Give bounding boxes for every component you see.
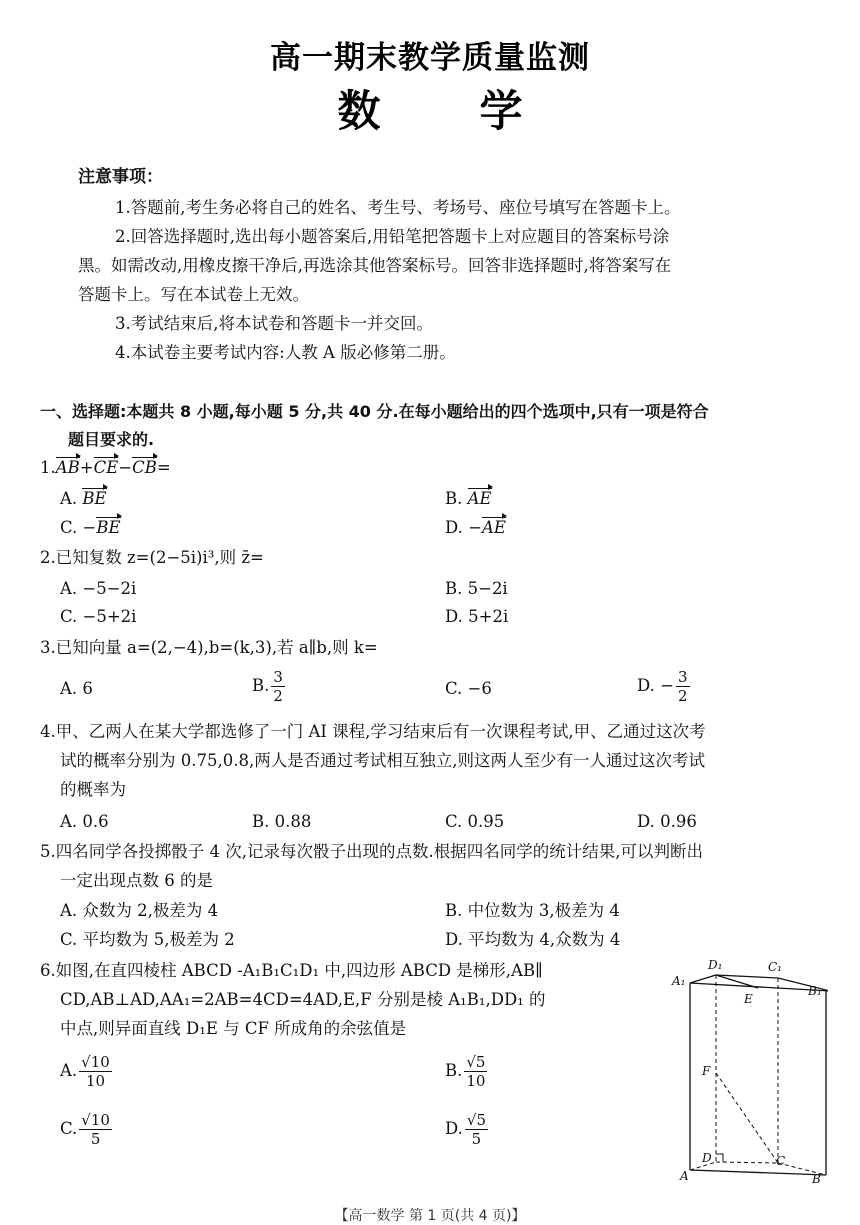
q5-option-d: D. 平均数为 4,众数为 4 — [445, 930, 621, 949]
subject-char-1: 数 — [337, 87, 381, 137]
q1-option-a: A. BE — [60, 487, 107, 511]
question-4-line-2: 试的概率分别为 0.75,0.8,两人是否通过考试相互独立,则这两人至少有一人通过这次考试 — [60, 751, 705, 770]
q3-option-b: B. $\frac{3}{2}$ — [252, 668, 283, 705]
q6-option-c: C. $\frac{√10}{5}$ — [60, 1111, 110, 1148]
exam-title: 高一期末教学质量监测 — [270, 40, 590, 76]
q4-option-a: A. 0.6 — [60, 812, 109, 831]
question-5-line-2: 一定出现点数 6 的是 — [60, 871, 213, 890]
label-d: D — [702, 1151, 712, 1165]
question-4-line-1: 4.甲、乙两人在某大学都选修了一门 AI 课程,学习结束后有一次课程考试,甲、乙通过这次考 — [40, 722, 706, 741]
subject-char-2: 学 — [479, 87, 523, 137]
label-b: B — [812, 1172, 821, 1186]
question-3-stem: 3.已知向量 a=(2,−4),b=(k,3),若 a∥b,则 k= — [40, 638, 378, 657]
label-f: F — [702, 1064, 711, 1078]
label-e: E — [744, 992, 753, 1006]
q4-option-d: D. 0.96 — [637, 812, 697, 831]
q2-option-a: A. −5−2i — [60, 579, 137, 598]
q3-option-c: C. −6 — [445, 679, 492, 698]
q5-option-c: C. 平均数为 5,极差为 2 — [60, 930, 235, 949]
label-a: A — [680, 1169, 689, 1183]
question-6-line-1: 6.如图,在直四棱柱 ABCD -A₁B₁C₁D₁ 中,四边形 ABCD 是梯形,AB∥ — [40, 961, 543, 980]
question-2-stem: 2.已知复数 z=(2−5i)i³,则 z̄= — [40, 548, 264, 567]
label-c: C — [776, 1154, 786, 1168]
q6-option-d: D. $\frac{√5}{5}$ — [445, 1111, 486, 1148]
vector-ab: AB — [56, 456, 80, 480]
question-4-line-3: 的概率为 — [60, 780, 126, 799]
label-a1: A₁ — [672, 974, 686, 988]
note-3: 3.考试结束后,将本试卷和答题卡一并交回。 — [115, 314, 433, 333]
note-1: 1.答题前,考生务必将自己的姓名、考生号、考场号、座位号填写在答题卡上。 — [115, 198, 681, 217]
q2-option-c: C. −5+2i — [60, 607, 137, 626]
q3-option-d: D. − $\frac{3}{2}$ — [637, 668, 688, 705]
label-d1: D₁ — [708, 958, 723, 972]
q6-option-a: A. $\frac{√10}{10}$ — [60, 1053, 110, 1090]
q2-option-d: D. 5+2i — [445, 607, 509, 626]
note-4: 4.本试卷主要考试内容:人教 A 版必修第二册。 — [115, 343, 456, 362]
page-footer: 【高一数学 第 1 页(共 4 页)】 — [334, 1208, 526, 1224]
question-6-line-2: CD,AB⊥AD,AA₁=2AB=4CD=4AD,E,F 分别是棱 A₁B₁,DD₁ 的 — [60, 990, 546, 1009]
q5-option-a: A. 众数为 2,极差为 4 — [60, 901, 219, 920]
vector-cb: CB — [132, 456, 157, 480]
q4-option-b: B. 0.88 — [252, 812, 312, 831]
label-c1: C₁ — [768, 960, 782, 974]
prism-figure — [668, 955, 828, 1190]
note-2: 2.回答选择题时,选出每小题答案后,用铅笔把答题卡上对应题目的答案标号涂 — [115, 227, 670, 246]
q4-option-c: C. 0.95 — [445, 812, 505, 831]
section-heading: 一、选择题:本题共 8 小题,每小题 5 分,共 40 分.在每小题给出的四个选项中,只有一项是符合 — [40, 402, 709, 421]
q1-option-b: B. AE — [445, 487, 492, 511]
subject-title — [0, 78, 860, 139]
note-2-cont: 黑。如需改动,用橡皮擦干净后,再选涂其他答案标号。回答非选择题时,将答案写在 — [78, 256, 672, 275]
label-b1: B₁ — [808, 984, 822, 998]
q5-option-b: B. 中位数为 3,极差为 4 — [445, 901, 620, 920]
question-6-line-3: 中点,则异面直线 D₁E 与 CF 所成角的余弦值是 — [60, 1019, 407, 1038]
q3-option-a: A. 6 — [60, 679, 93, 698]
notes-heading: 注意事项： — [78, 167, 163, 187]
q6-option-b: B. $\frac{√5}{10}$ — [445, 1053, 486, 1090]
section-heading-cont: 题目要求的. — [68, 430, 155, 449]
vector-ce: CE — [94, 456, 119, 480]
q2-option-b: B. 5−2i — [445, 579, 508, 598]
q1-option-c: C. −BE — [60, 516, 121, 540]
q1-option-d: D. −AE — [445, 516, 506, 540]
note-2-cont2: 答题卡上。写在本试卷上无效。 — [78, 285, 309, 304]
question-5-line-1: 5.四名同学各投掷骰子 4 次,记录每次骰子出现的点数.根据四名同学的统计结果,可以判断出 — [40, 842, 703, 861]
question-1-stem: 1.AB+CE−CB= — [40, 456, 171, 480]
